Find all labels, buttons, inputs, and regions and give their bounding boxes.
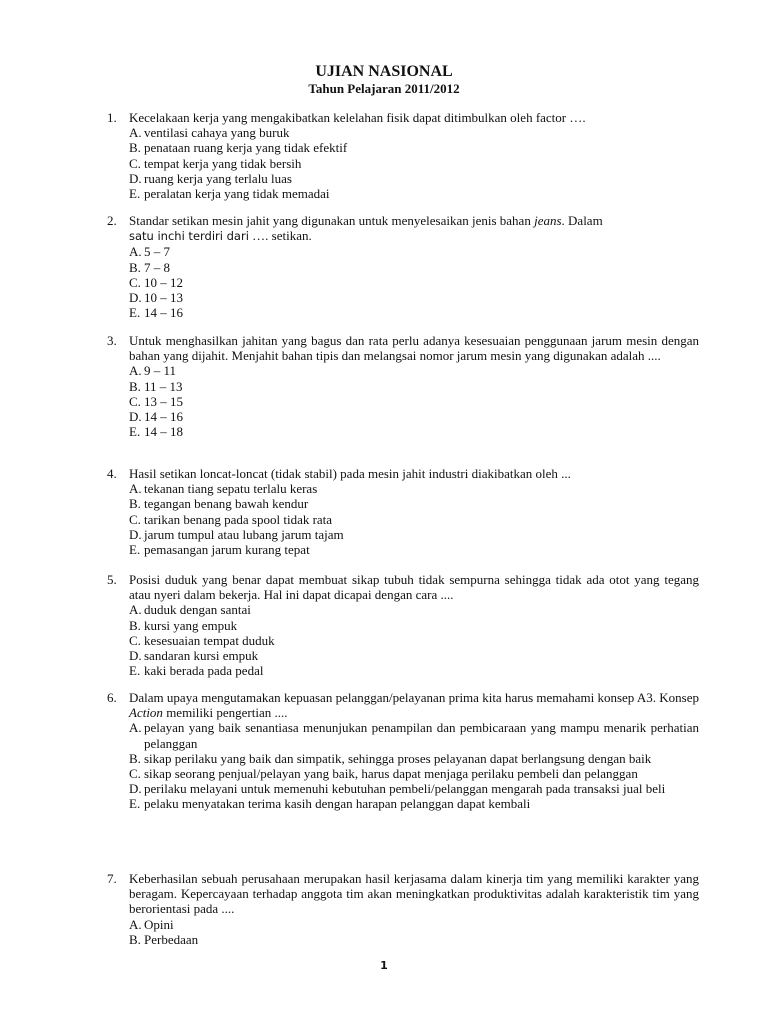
option-a: [129, 720, 699, 750]
option-b: [129, 379, 699, 394]
option-e: [129, 542, 699, 557]
option-letter: D.: [129, 290, 142, 306]
question-5: [107, 572, 699, 678]
question-text-part: satu inchi terdiri dari: [129, 229, 249, 244]
option-text: 10 – 13: [144, 290, 183, 306]
option-text: sikap seorang penjual/pelayan yang baik, harus dapat menjaga perilaku pembeli dan pelanggan: [144, 766, 638, 782]
option-d: [129, 409, 699, 424]
question-text: Kecelakaan kerja yang mengakibatkan kelelahan fisik dapat ditimbulkan oleh factor ….: [129, 110, 586, 125]
option-e: [129, 186, 699, 201]
option-a: [129, 363, 699, 378]
option-text: 14 – 16: [144, 409, 183, 425]
question-number: 7.: [107, 871, 117, 886]
option-a: [129, 125, 699, 140]
option-e: [129, 424, 699, 439]
option-a: [129, 244, 699, 259]
option-text: peralatan kerja yang tidak memadai: [144, 186, 330, 202]
option-text: sandaran kursi empuk: [144, 648, 259, 664]
option-letter: B.: [129, 617, 141, 633]
option-letter: A.: [129, 602, 142, 618]
option-e: [129, 305, 699, 320]
option-list: [129, 602, 699, 678]
option-letter: D.: [129, 781, 142, 797]
option-letter: B.: [129, 750, 141, 766]
question-text: Posisi duduk yang benar dapat membuat sikap tubuh tidak sempurna sehingga tidak ada otot yang tegang atau nyeri dalam bekerja. Hal ini dapat dicapai dengan cara ....: [129, 572, 699, 603]
option-letter: C.: [129, 632, 141, 648]
option-d: [129, 648, 699, 663]
option-letter: E.: [129, 424, 141, 440]
option-text: Perbedaan: [144, 931, 199, 947]
option-list: [129, 363, 699, 439]
option-letter: B.: [129, 496, 141, 512]
option-c: [129, 766, 699, 781]
option-letter: C.: [129, 766, 141, 782]
option-text: 14 – 18: [144, 424, 183, 440]
option-letter: C.: [129, 155, 141, 171]
option-letter: A.: [129, 363, 142, 379]
page-number: 1: [380, 959, 388, 972]
question-text: [129, 213, 699, 244]
option-letter: C.: [129, 511, 141, 527]
option-letter: E.: [129, 305, 141, 321]
question-text-part: memiliki pengertian ....: [166, 705, 288, 721]
question-text: Untuk menghasilkan jahitan yang bagus dan rata perlu adanya kesesuaian penggunaan jarum mesin dengan bahan yang dijahit. Menjahit bahan tipis dan melangsai nomor jarum mesin yang digunakan adalah ....: [129, 333, 699, 364]
option-text: 10 – 12: [144, 274, 183, 290]
option-b: [129, 140, 699, 155]
option-text: tegangan benang bawah kendur: [144, 496, 309, 512]
option-text: perilaku melayani untuk memenuhi kebutuhan pembeli/pelanggan mengarah pada transaksi jual beli: [144, 781, 666, 797]
option-letter: B.: [129, 378, 141, 394]
option-d: [129, 290, 699, 305]
question-text: Keberhasilan sebuah perusahaan merupakan hasil kerjasama dalam kinerja tim yang memiliki karakter yang beragam. Kepercayaan terhadap anggota tim akan meningkatkan produktivitas adalah karakteristik tim yang berorientasi pada ....: [129, 871, 699, 917]
question-italic-term: jeans: [534, 213, 562, 228]
option-b: [129, 496, 699, 511]
option-letter: B.: [129, 140, 141, 156]
option-e: [129, 663, 699, 678]
option-text: ruang kerja yang terlalu luas: [144, 170, 292, 186]
option-letter: A.: [129, 720, 142, 736]
option-d: [129, 527, 699, 542]
question-2: [107, 213, 699, 320]
question-3: [107, 333, 699, 439]
option-list: [129, 481, 699, 557]
option-text: 5 – 7: [144, 244, 170, 260]
option-text: 14 – 16: [144, 305, 183, 321]
option-text: tekanan tiang sepatu terlalu keras: [144, 481, 318, 497]
option-letter: E.: [129, 542, 141, 558]
option-text: duduk dengan santai: [144, 602, 251, 618]
option-letter: A.: [129, 481, 142, 497]
option-text: 7 – 8: [144, 259, 170, 275]
option-b: [129, 932, 699, 947]
option-a: [129, 481, 699, 496]
option-text: ventilasi cahaya yang buruk: [144, 125, 290, 141]
option-a: [129, 602, 699, 617]
option-text: pelayan yang baik senantiasa menunjukan penampilan dan pembicaraan yang mampu menarik perhatian pelanggan: [144, 720, 699, 751]
option-text: tempat kerja yang tidak bersih: [144, 155, 302, 171]
option-c: [129, 633, 699, 648]
option-list: [129, 244, 699, 320]
option-letter: E.: [129, 663, 141, 679]
option-letter: B.: [129, 259, 141, 275]
option-list: [129, 125, 699, 201]
option-text: 11 – 13: [144, 378, 183, 394]
option-text: pelaku menyatakan terima kasih dengan harapan pelanggan dapat kembali: [144, 796, 531, 812]
option-letter: E.: [129, 186, 141, 202]
option-letter: D.: [129, 170, 142, 186]
question-4: [107, 466, 699, 557]
option-letter: C.: [129, 274, 141, 290]
option-letter: D.: [129, 648, 142, 664]
question-1: [107, 110, 699, 201]
question-number: 5.: [107, 572, 117, 587]
option-text: tarikan benang pada spool tidak rata: [144, 511, 333, 527]
option-letter: A.: [129, 125, 142, 141]
option-a: [129, 917, 699, 932]
question-text-part: Dalam upaya mengutamakan kepuasan pelanggan/pelayanan prima kita harus memahami konsep A3. Konsep: [129, 690, 699, 705]
option-b: [129, 260, 699, 275]
option-c: [129, 156, 699, 171]
option-text: pemasangan jarum kurang tepat: [144, 542, 310, 558]
question-number: 2.: [107, 213, 117, 228]
page-subtitle: Tahun Pelajaran 2011/2012: [308, 81, 460, 96]
option-c: [129, 512, 699, 527]
question-number: 6.: [107, 690, 117, 705]
question-number: 3.: [107, 333, 117, 348]
option-letter: A.: [129, 244, 142, 260]
option-list: [129, 720, 699, 811]
option-text: kursi yang empuk: [144, 617, 238, 633]
page-title: UJIAN NASIONAL: [315, 63, 453, 80]
option-e: [129, 796, 699, 811]
question-italic-term: Action: [129, 705, 163, 721]
option-letter: B.: [129, 931, 141, 947]
option-d: [129, 781, 699, 796]
option-c: [129, 275, 699, 290]
option-c: [129, 394, 699, 409]
option-d: [129, 171, 699, 186]
option-letter: C.: [129, 393, 141, 409]
question-6: [107, 690, 699, 812]
option-text: Opini: [144, 916, 174, 932]
question-text: [129, 690, 699, 720]
question-number: 1.: [107, 110, 117, 125]
option-text: sikap perilaku yang baik dan simpatik, sehingga proses pelayanan dapat berlangsung dengan baik: [144, 750, 652, 766]
option-b: [129, 751, 699, 766]
question-text-part: . Dalam: [561, 213, 603, 228]
option-text: 9 – 11: [144, 363, 177, 379]
question-text-part: …. setikan.: [252, 228, 312, 244]
option-b: [129, 618, 699, 633]
option-text: jarum tumpul atau lubang jarum tajam: [144, 526, 344, 542]
question-text-part: Standar setikan mesin jahit yang digunakan untuk menyelesaikan jenis bahan: [129, 213, 531, 228]
option-text: penataan ruang kerja yang tidak efektif: [144, 140, 348, 156]
option-list: [129, 917, 699, 947]
option-letter: E.: [129, 796, 141, 812]
option-letter: D.: [129, 409, 142, 425]
option-text: kesesuaian tempat duduk: [144, 632, 275, 648]
question-7: [107, 871, 699, 947]
option-text: 13 – 15: [144, 393, 183, 409]
question-number: 4.: [107, 466, 117, 481]
option-letter: D.: [129, 526, 142, 542]
option-letter: A.: [129, 916, 142, 932]
option-text: kaki berada pada pedal: [144, 663, 264, 679]
question-text: Hasil setikan loncat-loncat (tidak stabil) pada mesin jahit industri diakibatkan oleh ...: [129, 466, 571, 481]
